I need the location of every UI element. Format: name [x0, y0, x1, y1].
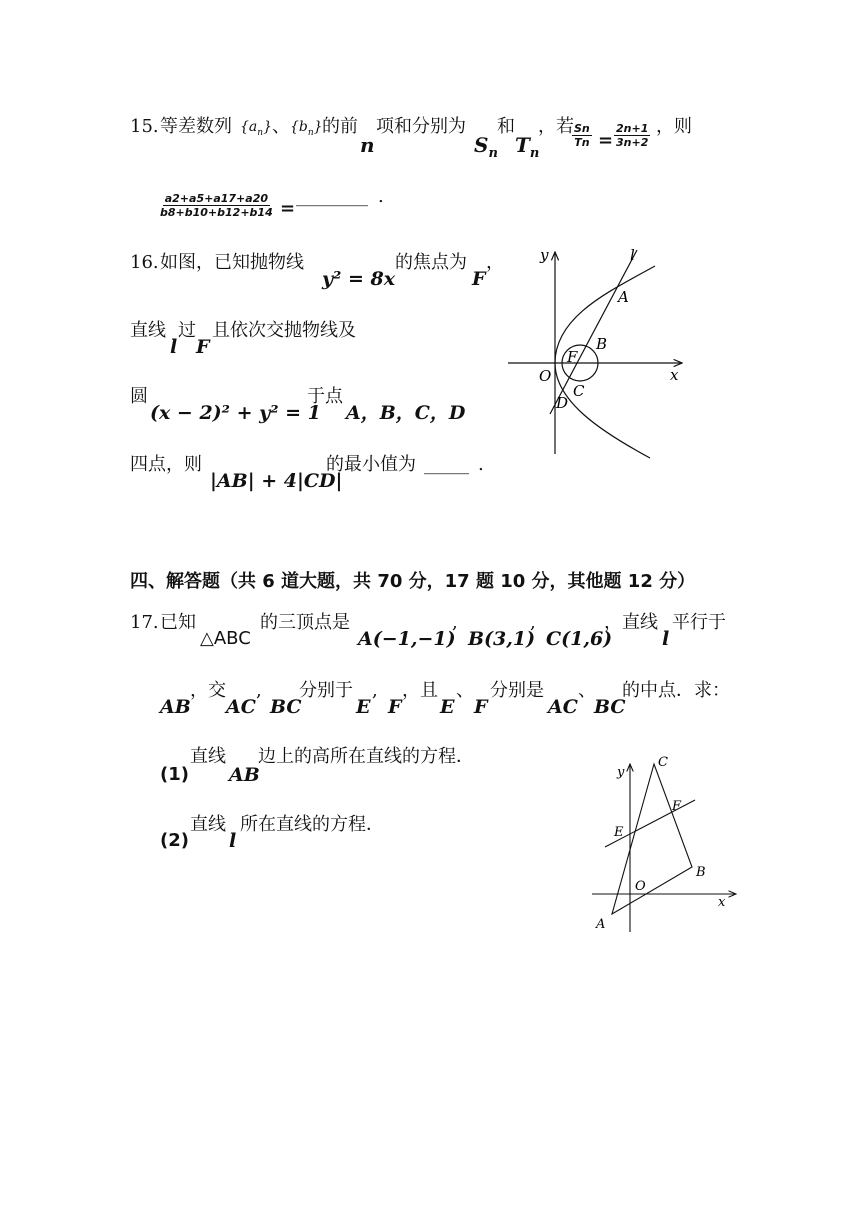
q16-points: A，B，C，D [346, 402, 466, 424]
q16-line4-b: 的最小值为 [326, 454, 416, 475]
q17-E2: E [440, 696, 455, 718]
q17-part2-b: 所在直线的方程． [240, 814, 384, 835]
label-O: O [635, 879, 646, 894]
q16-line3-a: 圆 [130, 386, 148, 407]
q16-parabola-equation: y² = 8x [322, 268, 396, 290]
q17-number: 17. [130, 612, 159, 633]
q17-F: F [388, 696, 402, 718]
label-A: A [596, 917, 606, 932]
q15-text-6: ，则 [656, 116, 692, 137]
q17-text-8: 分别是 [490, 680, 544, 701]
q16-period: . [478, 454, 484, 475]
q15-big-fraction: a2+a5+a17+a20 b8+b10+b12+b14 [160, 192, 273, 219]
q17-triangle: △ABC [200, 628, 251, 649]
q15-text-2: 的前 [322, 116, 358, 137]
q17-figure [590, 752, 740, 937]
q16-line3-b: 于点 [307, 386, 343, 407]
q15-text-5: ，若 [538, 116, 574, 137]
q15-seq-b: $\{b_n\}$ [290, 119, 323, 138]
q15-text-4: 和 [497, 116, 515, 137]
line-l [550, 250, 637, 414]
q17-text-9: 的中点．求： [622, 680, 730, 701]
q15-fraction-value: 2n+1 3n+2 [616, 122, 649, 149]
q16-line2-b: 过 [178, 320, 196, 341]
q15-number: 15. [130, 116, 159, 137]
label-y: y [617, 765, 625, 780]
q16-focus-F: F [472, 268, 486, 290]
q16-number: 16. [130, 252, 159, 273]
q16-line2-a: 直线 [130, 320, 166, 341]
q16-line4-a: 四点，则 [130, 454, 202, 475]
q16-text-2: 的焦点为 [395, 252, 467, 273]
q16-circle-equation: (x − 2)² + y² = 1 [150, 402, 321, 424]
q15-S: $S_n$ [474, 133, 498, 161]
q15-T: $T_n$ [515, 133, 540, 161]
q16-answer-blank: _____ [424, 454, 469, 475]
q15-n: n [360, 133, 375, 157]
q17-part1-number: (1) [160, 764, 189, 785]
q15-sep: 、 [272, 116, 290, 137]
section-4-heading: 四、解答题（共 6 道大题，共 70 分，17 题 10 分，其他题 12 分） [130, 571, 696, 592]
label-B: B [596, 335, 608, 353]
q15-answer-blank: ________ [296, 186, 368, 207]
q16-F2: F [196, 336, 210, 358]
q15-equals: = [598, 130, 614, 151]
q16-line-l: l [170, 336, 178, 358]
q17-comma-4: , [372, 680, 378, 701]
q17-part2-a: 直线 [190, 814, 226, 835]
q16-figure [500, 236, 700, 466]
q17-BC2: BC [594, 696, 626, 718]
q16-text-1: 如图，已知抛物线 [160, 252, 304, 273]
q17-part1-b: 边上的高所在直线的方程． [258, 746, 474, 767]
label-y: y [540, 246, 549, 264]
q17-AC: AC [226, 696, 256, 718]
label-A: A [618, 288, 629, 306]
label-O: O [539, 367, 552, 385]
q15-fraction-ratio: Sn Tn [574, 122, 590, 149]
q17-part1-a: 直线 [190, 746, 226, 767]
label-C: C [573, 382, 585, 400]
q17-E: E [356, 696, 371, 718]
q17-text-4: 平行于 [672, 612, 726, 633]
q15-equals-2: = [280, 198, 296, 219]
q16-expression: |AB| + 4|CD| [210, 470, 343, 492]
q17-sep-2: 、 [578, 680, 596, 701]
label-B: B [696, 865, 706, 880]
q16-line2-c: 且依次交抛物线及 [212, 320, 356, 341]
q17-part2-l: l [229, 830, 237, 852]
label-C: C [658, 755, 668, 770]
q15-period: . [378, 186, 384, 207]
q17-part2-number: (2) [160, 830, 189, 851]
triangle-ABC [612, 764, 692, 914]
label-D: D [556, 394, 569, 412]
q17-AB: AB [160, 696, 191, 718]
q17-comma-1: , [452, 612, 458, 633]
q15-text-1: 等差数列 [160, 116, 232, 137]
q15-seq-a: $\{a_n\}$ [240, 119, 272, 138]
q17-comma-2: , [530, 612, 536, 633]
q15-text-3: 项和分别为 [376, 116, 466, 137]
q17-point-B: B(3,1) [468, 628, 536, 650]
q17-text-1: 已知 [160, 612, 196, 633]
label-x: x [718, 895, 726, 910]
label-F: F [672, 799, 682, 814]
q17-text-7: ，且 [402, 680, 438, 701]
q17-l: l [662, 628, 670, 650]
q17-sep: 、 [456, 680, 474, 701]
label-F: F [567, 348, 578, 366]
q17-part1-AB: AB [229, 764, 260, 786]
q17-AC2: AC [548, 696, 578, 718]
label-x: x [670, 366, 679, 384]
q17-text-6: 分别于 [299, 680, 353, 701]
q17-BC: BC [270, 696, 302, 718]
q17-text-2: 的三顶点是 [260, 612, 350, 633]
q17-point-C: C(1,6) [546, 628, 613, 650]
q17-text-5: ，交 [190, 680, 226, 701]
label-l: l [630, 246, 635, 264]
q16-text-3: ， [486, 252, 504, 273]
q17-text-3: ，直线 [604, 612, 658, 633]
q17-comma-3: , [256, 680, 262, 701]
q17-F2: F [474, 696, 488, 718]
label-E: E [614, 825, 624, 840]
q17-point-A: A(−1,−1) [358, 628, 456, 650]
